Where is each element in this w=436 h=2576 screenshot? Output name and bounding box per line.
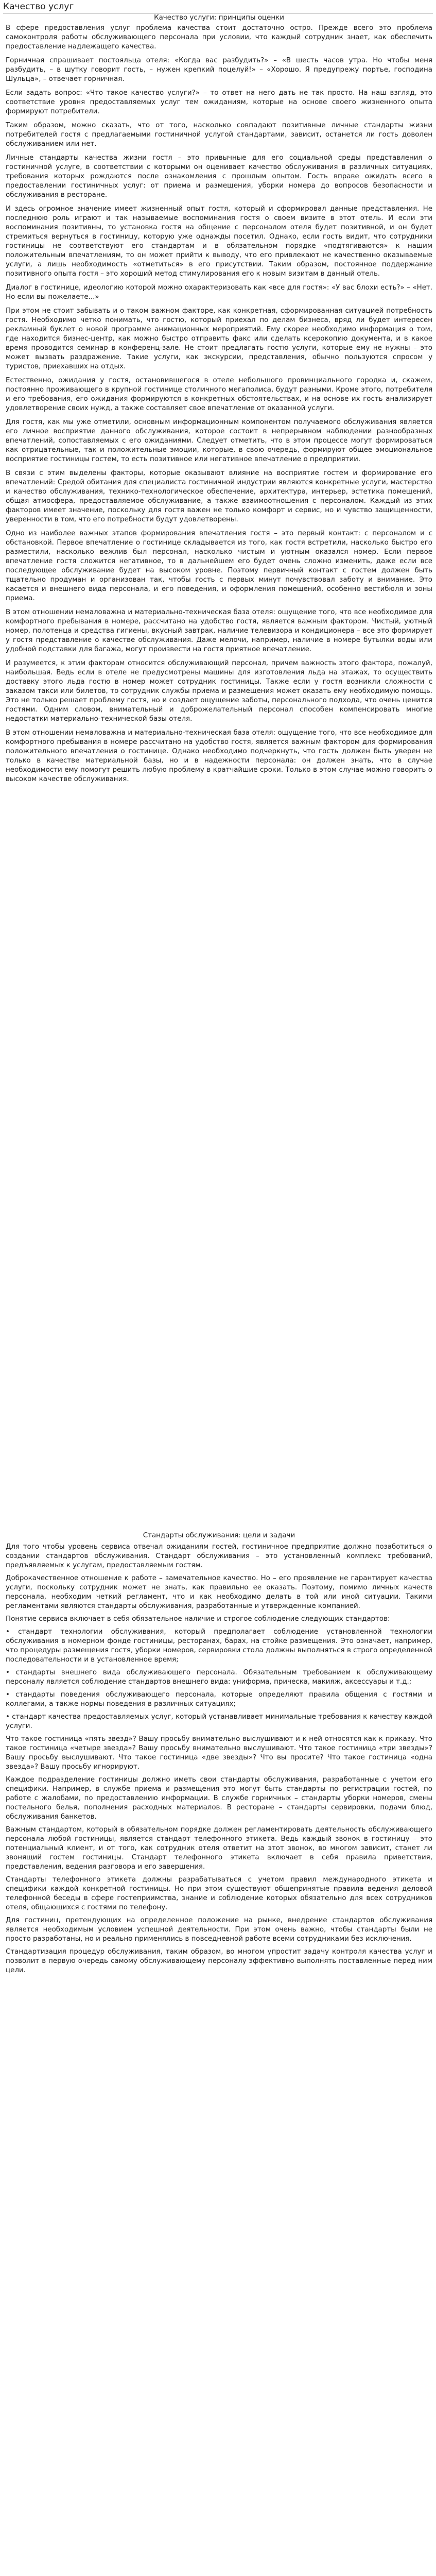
paragraph: Для того чтобы уровень сервиса отвечал ожиданиям гостей, гостиничное предприятие должно позаботиться о создании стандартов обслуживания. Стандарт обслуживания – это установленный комплекс требований, предъявляемых к услугам, предоставляемым гостям. (6, 1543, 432, 1569)
paragraph: Диалог в гостинице, идеологию которой можно охарактеризовать как «все для гостя»: «У вас блохи есть?» – «Нет. Но если вы пожелаете...» (6, 284, 432, 301)
paragraph: Личные стандарты качества жизни гостя – это привычные для его социальной среды представления о гостиничной услуге, в соответствии с которыми он оценивает качество обслуживания в различных ситуациях, требования которых рождаются после ознакомления с прошлым опытом. Гость вправе ожидать всего в предоставлении гостиничных услуг: от приема и размещения, уборки номера до вопросов безопасности и обслуживания в ресторане. (6, 154, 432, 199)
paragraph: В связи с этим выделены факторы, которые оказывают влияние на восприятие гостем и формирование его впечатлений: Средой обитания для специалиста гостиничной индустрии являются конкретные услуги, мастерство и качество обслуживания, технико-технологическое обеспечение, архитектура, интерьер, эстетика помещений, общая атмосфера, предоставляемое обслуживание, а также взаимоотношения с персоналом. Каждый из этих факторов имеет значение, поскольку для гостя важен не только комфорт и сервис, но и чувство защищенности, уверенности в том, что его потребности будут удовлетворены. (6, 469, 432, 523)
paragraph: Таким образом, можно сказать, что от того, насколько совпадают позитивные личные стандарты жизни потребителей гостя с предлагаемыми гостиничной услугой стандартами, зависит, останется ли гость доволен обслуживанием или нет. (6, 122, 432, 148)
paragraph: Важным стандартом, который в обязательном порядке должен регламентировать деятельность обслуживающего персонала любой гостиницы, является стандарт телефонного этикета. Ведь каждый звонок в гостиницу – это потенциальный клиент, и от того, как сотрудник отеля ответит на этот звонок, во многом зависит, станет ли звонящий гостем гостиницы. Стандарт телефонного этикета включает в себя правила приветствия, представления, ведения разговора и его завершения. (6, 1826, 432, 1871)
paragraph: Что такое гостиница «пять звезд»? Вашу просьбу внимательно выслушивают и к ней относятся как к приказу. Что такое гостиница «четыре звезда»? Вашу просьбу внимательно выслушивают. Что такое гостиница «три звезды»? Вашу просьбу выслушивают. Что такое гостиница «две звезды»? Что вы просите? Что такое гостиница «одна звезда»? Вашу просьбу игнорируют. (6, 1735, 432, 1771)
paragraph: Одно из наиболее важных этапов формирования впечатления гостя – это первый контакт: с персоналом и с обстановкой. Первое впечатление о гостинице складывается из того, как гостя встретили, насколько быстро его разместили, насколько вежлив был персонал, насколько чистым и уютным оказался номер. Если первое впечатление гостя сложится негативное, то в дальнейшем его будет очень сложно изменить, даже если все последующее обслуживание будет на высоком уровне. Поэтому первичный контакт с гостем должен быть тщательно продуман и организован так, чтобы гость с первых минут почувствовал заботу и внимание. Это касается и внешнего вида персонала, и его поведения, и оформления помещений, особенно вестибюля и зоны приема. (6, 530, 432, 602)
page-title: Качество услуг (3, 2, 74, 12)
section-principles (6, 13, 432, 789)
paragraph: В сфере предоставления услуг проблема качества стоит достаточно остро. Прежде всего это проблема самоконтроля работы обслуживающего персонала при условии, что каждый сотрудник знает, как обеспечить предоставление надлежащего качества. (6, 24, 432, 50)
section-heading: Стандарты обслуживания: цели и задачи (143, 1532, 295, 1539)
paragraph: Горничная спрашивает постояльца отеля: «Когда вас разбудить?» – «В шесть часов утра. Но чтобы меня разбудить, – в шутку говорит гость, – нужен крепкий поцелуй!» – «Хорошо. Я предупрежу портье, господина Шульца», – отвечает горничная. (6, 57, 432, 83)
paragraph: При этом не стоит забывать и о таком важном факторе, как конкретная, сформированная ситуацией потребность гостя. Необходимо четко понимать, что гостю, который приехал по делам бизнеса, вряд ли будет интересен рекламный буклет о новой программе анимационных мероприятий. Ему скорее необходимо информация о том, где находится бизнес-центр, как можно быстро отправить факс или сделать ксерокопию документа, и в какое время проводится семинар в конференц-зале. Не стоит предлагать гостю услуги, которые ему не нужны – это может вызвать раздражение. Такие услуги, как экскурсии, представления, обычно пользуются спросом у туристов, приехавших на отдых. (6, 307, 432, 370)
paragraph: Стандарты телефонного этикета должны разрабатываться с учетом правил международного этикета и специфики каждой конкретной гостиницы. Но при этом существуют общепринятые правила ведения деловой телефонной беседы в сфере гостеприимства, знание и соблюдение которых обязательно для всех сотрудников отеля, общающихся с гостями по телефону. (6, 1876, 432, 1911)
paragraph: Доброкачественное отношение к работе – замечательное качество. Но – его проявление не гарантирует качества услуги, поскольку сотрудник может не знать, как правильно ее оказать. Поэтому, помимо личных качеств персонала, необходим четкий регламент, что и как необходимо делать в той или иной ситуации. Такими регламентами являются стандарты обслуживания, разработанные и утвержденные компанией. (6, 1574, 432, 1610)
paragraph: И здесь огромное значение имеет жизненный опыт гостя, который и сформировал данные представления. Не последнюю роль играют и так называемые воспоминания гостя о своем визите в этот отель. И если эти воспоминания позитивны, то установка гостя на общение с персоналом отеля будет позитивной, и он будет стремиться вернуться в гостиницу, которую уже однажды посетил. Однако, если гость видит, что сотрудники гостиницы не соответствуют его стандартам и в обязательном порядке «подтягиваются» к нашим положительным впечатлениям, то он может прийти к выводу, что его привлекают не качественно оказываемые услуги, а лишь необходимость «отметиться» в его присутствии. Таким образом, постоянное поддержание позитивного опыта гостя – это хороший метод стимулирования его к новым визитам в данный отель. (6, 205, 432, 278)
paragraph: И разумеется, к этим факторам относится обслуживающий персонал, причем важность этого фактора, пожалуй, наибольшая. Ведь если в отеле не предусмотрены машины для изготовления льда на этажах, то осуществить доставку этого льда гостю в номер может сотрудник гостиницы. Также если у гостя возникли сложности с заказом такси или билетов, то сотрудник службы приема и размещения может оказать ему необходимую помощь. Это не только решает проблему гостя, но и создает ощущение заботы, персонального подхода, что очень ценится гостями. Одним словом, внимательный и доброжелательный персонал способен компенсировать многие недостатки материально-технической базы отеля. (6, 659, 432, 723)
list-item: • стандарт качества предоставляемых услуг, который устанавливает минимальные требования к качеству каждой услуги. (6, 1713, 432, 1730)
paragraph: Для гостиниц, претендующих на определенное положение на рынке, внедрение стандартов обслуживания является необходимым условием успешной деятельности. При этом очень важно, чтобы стандарты были не просто разработаны, но и реально применялись в повседневной работе всеми сотрудниками без исключения. (6, 1917, 432, 1943)
section-standards (6, 1531, 432, 1979)
section-heading: Качество услуги: принципы оценки (154, 14, 284, 22)
paragraph: Каждое подразделение гостиницы должно иметь свои стандарты обслуживания, разработанные с учетом его специфики. Например, в службе приема и размещения это могут быть стандарты по регистрации гостей, по работе с жалобами, по предоставлению информации. В службе горничных – стандарты уборки номеров, смены постельного белья, пополнения расходных материалов. В ресторане – стандарты сервировки, подачи блюд, обслуживания банкетов. (6, 1776, 432, 1821)
list-item: • стандарт технологии обслуживания, который предполагает соблюдение установленной технологии обслуживания в номерном фонде гостиницы, ресторанах, барах, на стойке размещения. Это означает, например, что процедуры размещения гостя, уборки номеров, сервировки стола должны выполняться в строго определенной последовательности и в установленное время; (6, 1628, 432, 1664)
paragraph: Стандартизация процедур обслуживания, таким образом, во многом упростит задачу контроля качества услуг и позволит в первую очередь самому обслуживающему персоналу эффективно выполнять поставленные перед ним цели. (6, 1948, 432, 1974)
paragraph: Понятие сервиса включает в себя обязательное наличие и строгое соблюдение следующих стандартов: (6, 1615, 390, 1623)
paragraph: В этом отношении немаловажна и материально-техническая база отеля: ощущение того, что все необходимое для комфортного пребывания в номере, рассчитано на удобство гостя, является важным фактором. Чистый, уютный номер, полотенца и средства гигиены, вкусный завтрак, наличие телевизора и кондиционера – все это формирует у гостя представление о качестве обслуживания. Даже мелочи, например, наличие в номере бутылки воды или удобной подставки для багажа, могут произвести на гостя приятное впечатление. (6, 608, 432, 653)
paragraph: Для гостя, как мы уже отметили, основным информационным компонентом получаемого обслуживания является его личное восприятие данного обслуживания, которое состоит в непрерывном наблюдении разнообразных впечатлений, сопоставляемых с его ожиданиями. Следует отметить, что в этом процессе могут формироваться как отрицательные, так и положительные эмоции, которые, в свою очередь, формируют общее эмоциональное восприятие гостиницы гостем, то есть позитивное или негативное впечатление о предприятии. (6, 418, 432, 463)
paragraph: Естественно, ожидания у гостя, остановившегося в отеле небольшого провинциального городка и, скажем, постоянно проживающего в крупной гостинице столичного мегаполиса, будут разными. Кроме этого, потребителя и его требования, его ожидания формируются в конкретных обстоятельствах, и на основе их гость анализирует удовлетворение своих нужд, а также составляет свое впечатление от оказанной услуги. (6, 377, 432, 412)
list-item: • стандарты поведения обслуживающего персонала, которые определяют правила общения с гостями и коллегами, а также нормы поведения в различных ситуациях; (6, 1691, 432, 1708)
paragraph: Если задать вопрос: «Что такое качество услуги?» – то ответ на него дать не так просто. На наш взгляд, это соответствие уровня предоставляемых услуг тем ожиданиям, которые на основе своего жизненного опыта формируют потребители. (6, 89, 432, 115)
list-item: • стандарты внешнего вида обслуживающего персонала. Обязательным требованием к обслуживающему персоналу является соблюдение стандартов внешнего вида: униформа, прическа, макияж, аксессуары и т.д.; (6, 1669, 432, 1686)
paragraph: В этом отношении немаловажна и материально-техническая база отеля: ощущение того, что все необходимое для комфортного пребывания в номере рассчитано на удобство гостя, является важным фактором для формирования положительного впечатления о гостинице. Однако необходимо подчеркнуть, что гость должен быть уверен не только в качестве материальной базы, но и в надежности персонала: он должен знать, что в случае необходимости ему помогут решить любую проблему в кратчайшие сроки. Только в этом случае можно говорить о высоком качестве обслуживания. (6, 729, 432, 783)
